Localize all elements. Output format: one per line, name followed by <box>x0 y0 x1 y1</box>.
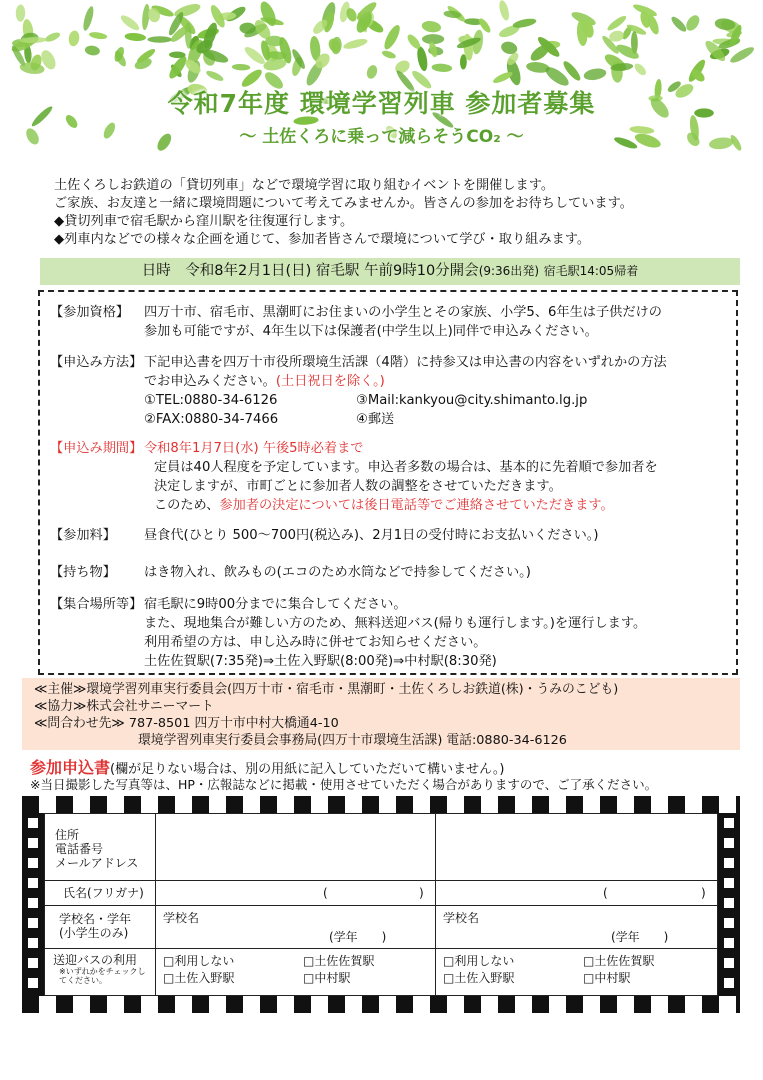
address-label: 住所 電話番号 メールアドレス <box>55 828 139 870</box>
film-square <box>345 996 362 1013</box>
film-square <box>277 796 294 813</box>
leaf-shape <box>381 49 397 60</box>
film-square <box>651 996 668 1013</box>
film-square <box>549 796 566 813</box>
film-square <box>28 918 38 928</box>
film-square <box>175 796 192 813</box>
film-square <box>192 796 209 813</box>
method-post: ④郵送 <box>356 412 395 427</box>
film-square <box>396 996 413 1013</box>
film-strip-bottom <box>22 996 740 1013</box>
film-square <box>634 796 651 813</box>
film-square <box>481 996 498 1013</box>
items-label: 【持ち物】 <box>50 565 116 580</box>
meeting-line: また、現地集合が難しい方のため、無料送迎バス(帰りも運行します。)を運行します。 <box>144 616 647 631</box>
departure-time: (9:36出発) <box>478 264 539 278</box>
eligibility-line: 四万十市、宿毛市、黒潮町にお住まいの小学生とその家族、小学5、6年生は子供だけの <box>144 305 662 320</box>
film-square <box>260 796 277 813</box>
leaf-shape <box>147 36 172 42</box>
leaf-shape <box>669 15 688 34</box>
meeting-line: 土佐佐賀駅(7:35発)⇒土佐入野駅(8:00発)⇒中村駅(8:30発) <box>144 654 497 669</box>
film-square <box>28 958 38 968</box>
leaf-shape <box>342 37 368 51</box>
film-square <box>260 996 277 1013</box>
film-square <box>549 996 566 1013</box>
page-subtitle: 〜 土佐くろに乗って減らそうCO₂ 〜 <box>239 127 524 147</box>
period-note: 参加者の決定については後日電話等でご連絡させていただきます。 <box>219 498 614 513</box>
period-label: 【申込み期間】 <box>50 441 143 456</box>
film-square <box>28 978 38 988</box>
film-square <box>277 996 294 1013</box>
film-square <box>328 996 345 1013</box>
name-label: 氏名(フリガナ) <box>63 886 144 900</box>
film-square <box>56 996 73 1013</box>
film-square <box>28 818 38 828</box>
leaf-shape <box>68 30 81 47</box>
form-table <box>44 813 718 996</box>
method-line: でお申込みください。 <box>144 374 276 389</box>
leaf-shape <box>169 51 186 58</box>
bus-option-tosairino[interactable]: □土佐入野駅 <box>163 971 235 985</box>
page-title: 令和7年度 環境学習列車 参加者募集 <box>167 89 596 118</box>
film-square <box>39 996 56 1013</box>
leaf-shape <box>81 5 95 31</box>
period-deadline: 令和8年1月7日(水) 午後5時必着まで <box>144 441 364 456</box>
method-note: (土日祝日を除く。) <box>275 374 385 389</box>
film-square <box>141 996 158 1013</box>
application-form <box>22 796 740 1013</box>
film-strip-right <box>718 813 740 996</box>
film-square <box>719 996 736 1013</box>
film-square <box>724 818 734 828</box>
meeting-line: 利用希望の方は、申し込み時に併せてお知らせください。 <box>144 635 487 650</box>
film-square <box>719 796 736 813</box>
film-square <box>724 838 734 848</box>
film-square <box>379 796 396 813</box>
host-text: ≪主催≫環境学習列車実行委員会(四万十市・宿毛市・黒潮町・土佐くろしお鉄道(株)・うみのこども) <box>34 682 619 697</box>
address-field-2[interactable] <box>437 815 715 879</box>
school-field-2[interactable]: 学校名 (学年 ) <box>443 911 669 944</box>
bus-option-tosasaga-2[interactable]: □土佐佐賀駅 <box>583 954 655 968</box>
film-square <box>566 996 583 1013</box>
film-strip-top <box>22 796 740 813</box>
leaf-shape <box>633 62 648 78</box>
film-square <box>724 858 734 868</box>
leaf-shape <box>583 67 607 82</box>
film-square <box>209 796 226 813</box>
film-square <box>583 796 600 813</box>
film-square <box>515 796 532 813</box>
school-field-1[interactable]: 学校名 (学年 ) <box>163 911 387 944</box>
film-square <box>498 996 515 1013</box>
period-line: 定員は40人程度を予定しています。申込者多数の場合は、基本的に先着順で参加者を <box>154 460 658 475</box>
film-square <box>107 996 124 1013</box>
address-field-1[interactable] <box>157 815 433 879</box>
film-square <box>294 796 311 813</box>
film-square <box>226 996 243 1013</box>
return-time: 宿毛駅14:05帰着 <box>543 264 639 278</box>
film-square <box>685 796 702 813</box>
film-square <box>736 796 740 813</box>
film-square <box>226 796 243 813</box>
leaf-shape <box>205 69 225 83</box>
items-text: はき物入れ、飲みもの(エコのため水筒などで持参してください。) <box>144 565 531 580</box>
leaf-shape <box>728 45 756 66</box>
film-square <box>158 996 175 1013</box>
film-square <box>600 796 617 813</box>
period-line: 決定しますが、市町ごとに参加者人数の調整をさせていただきます。 <box>154 479 562 494</box>
intro-line: ◆列車内などでの様々な企画を通じて、参加者皆さんで環境について学び・取り組みます。 <box>54 232 591 247</box>
film-square <box>702 996 719 1013</box>
eligibility-line: 参加も可能ですが、4年生以下は保護者(中学生以上)同伴で申込みください。 <box>144 324 598 339</box>
film-square <box>328 796 345 813</box>
film-square <box>724 918 734 928</box>
method-line: 下記申込書を四万十市役所環境生活課（4階）に持参又は申込書の内容をいずれかの方法 <box>144 355 667 370</box>
film-square <box>107 796 124 813</box>
film-square <box>617 996 634 1013</box>
film-square <box>124 796 141 813</box>
film-square <box>192 996 209 1013</box>
leaf-shape <box>84 45 100 57</box>
photo-note: ※当日撮影した写真等は、HP・広報誌などに掲載・使用させていただく場合がありますので、ご了承ください。 <box>30 777 658 792</box>
eligibility-label: 【参加資格】 <box>50 305 130 320</box>
film-square <box>345 796 362 813</box>
film-square <box>175 996 192 1013</box>
film-square <box>90 996 107 1013</box>
film-square <box>430 796 447 813</box>
film-square <box>617 796 634 813</box>
intro-line: ご家族、お友達と一緒に環境問題について考えてみませんか。皆さんの参加をお待ちしています。 <box>54 196 633 211</box>
film-square <box>685 996 702 1013</box>
leaf-shape <box>498 0 511 22</box>
film-square <box>28 878 38 888</box>
contact-office: 環境学習列車実行委員会事務局(四万十市環境生活課) 電話:0880-34-6126 <box>138 733 567 748</box>
leaf-shape <box>606 14 628 33</box>
film-square <box>702 796 719 813</box>
event-date-band <box>40 258 740 285</box>
film-square <box>141 796 158 813</box>
intro-text <box>54 177 734 249</box>
film-square <box>724 938 734 948</box>
bus-option-nakamura[interactable]: □中村駅 <box>303 971 351 985</box>
leaf-shape <box>684 13 702 33</box>
film-square <box>22 796 39 813</box>
leaf-shape <box>119 13 142 33</box>
film-square <box>532 996 549 1013</box>
film-square <box>668 996 685 1013</box>
leaf-shape <box>415 46 429 72</box>
name-field-1[interactable]: ( ) <box>323 886 424 900</box>
info-box <box>38 290 738 675</box>
intro-line: ◆貸切列車で宿毛駅から窪川駅を往復運行します。 <box>54 214 354 229</box>
bus-option-nakamura-2[interactable]: □中村駅 <box>583 971 631 985</box>
meeting-label: 【集合場所等】 <box>50 597 143 612</box>
film-square <box>396 796 413 813</box>
film-square <box>39 796 56 813</box>
contact-text: ≪問合わせ先≫ 787-8501 四万十市中村大橋通4-10 <box>34 716 339 731</box>
film-square <box>294 996 311 1013</box>
film-square <box>22 996 39 1013</box>
film-square <box>566 796 583 813</box>
film-square <box>498 796 515 813</box>
film-square <box>124 996 141 1013</box>
meeting-line: 宿毛駅に9時00分までに集合してください。 <box>144 597 407 612</box>
leaf-shape <box>431 63 452 73</box>
film-square <box>464 996 481 1013</box>
film-strip-left <box>22 813 44 996</box>
film-square <box>28 938 38 948</box>
leaf-shape <box>89 31 108 40</box>
film-square <box>379 996 396 1013</box>
method-tel: ①TEL:0880-34-6126 <box>144 393 278 408</box>
film-square <box>413 996 430 1013</box>
film-square <box>28 838 38 848</box>
film-square <box>724 898 734 908</box>
leaf-shape <box>16 4 26 21</box>
film-square <box>28 858 38 868</box>
bus-option-tosasaga[interactable]: □土佐佐賀駅 <box>303 954 375 968</box>
film-square <box>634 996 651 1013</box>
film-square <box>243 796 260 813</box>
film-square <box>90 796 107 813</box>
bus-option-no-2[interactable]: □利用しない <box>443 954 515 968</box>
film-square <box>28 898 38 908</box>
film-square <box>651 796 668 813</box>
film-square <box>311 796 328 813</box>
bus-label: 送迎バスの利用 ※いずれかをチェックし てください。 <box>53 953 146 985</box>
film-square <box>243 996 260 1013</box>
film-square <box>532 796 549 813</box>
leaf-shape <box>232 64 251 71</box>
film-square <box>600 996 617 1013</box>
film-square <box>583 996 600 1013</box>
application-title: 参加申込書 <box>30 758 111 777</box>
organizer-box <box>22 678 740 750</box>
fee-text: 昼食代(ひとり 500〜700円(税込み)、2月1日の受付時にお支払いください。) <box>144 528 599 543</box>
method-fax: ②FAX:0880-34-7466 <box>144 412 279 427</box>
method-label: 【申込み方法】 <box>50 355 143 370</box>
film-square <box>158 796 175 813</box>
method-mail: ③Mail:kankyou@city.shimanto.lg.jp <box>356 393 588 408</box>
bus-option-no[interactable]: □利用しない <box>163 954 235 968</box>
film-square <box>73 996 90 1013</box>
film-square <box>413 796 430 813</box>
film-square <box>724 978 734 988</box>
film-square <box>447 796 464 813</box>
event-date: 日時 令和8年2月1日(日) 宿毛駅 午前9時10分開会 <box>141 263 479 279</box>
name-field-2[interactable]: ( ) <box>603 886 706 900</box>
film-square <box>464 796 481 813</box>
film-square <box>447 996 464 1013</box>
school-label: 学校名・学年 (小学生のみ) <box>59 912 132 940</box>
bus-option-tosairino-2[interactable]: □土佐入野駅 <box>443 971 515 985</box>
film-square <box>481 796 498 813</box>
film-square <box>736 996 740 1013</box>
film-square <box>724 958 734 968</box>
film-square <box>362 796 379 813</box>
film-square <box>73 796 90 813</box>
period-line: このため、 <box>154 498 220 513</box>
leaf-shape <box>44 31 61 44</box>
leaf-shape <box>421 20 442 34</box>
leaf-shape <box>365 64 379 80</box>
film-square <box>56 796 73 813</box>
coop-text: ≪協力≫株式会社サニーマート <box>34 699 214 714</box>
film-square <box>311 996 328 1013</box>
film-square <box>362 996 379 1013</box>
application-note: (欄が足りない場合は、別の用紙に記入していただいて構いません。) <box>110 762 505 777</box>
leaf-shape <box>124 32 146 42</box>
film-square <box>209 996 226 1013</box>
film-square <box>724 878 734 888</box>
leaf-shape <box>381 23 402 52</box>
film-square <box>515 996 532 1013</box>
intro-line: 土佐くろしお鉄道の「貸切列車」などで環境学習に取り組むイベントを開催します。 <box>54 178 555 193</box>
film-square <box>668 796 685 813</box>
fee-label: 【参加料】 <box>50 528 116 543</box>
film-square <box>430 996 447 1013</box>
